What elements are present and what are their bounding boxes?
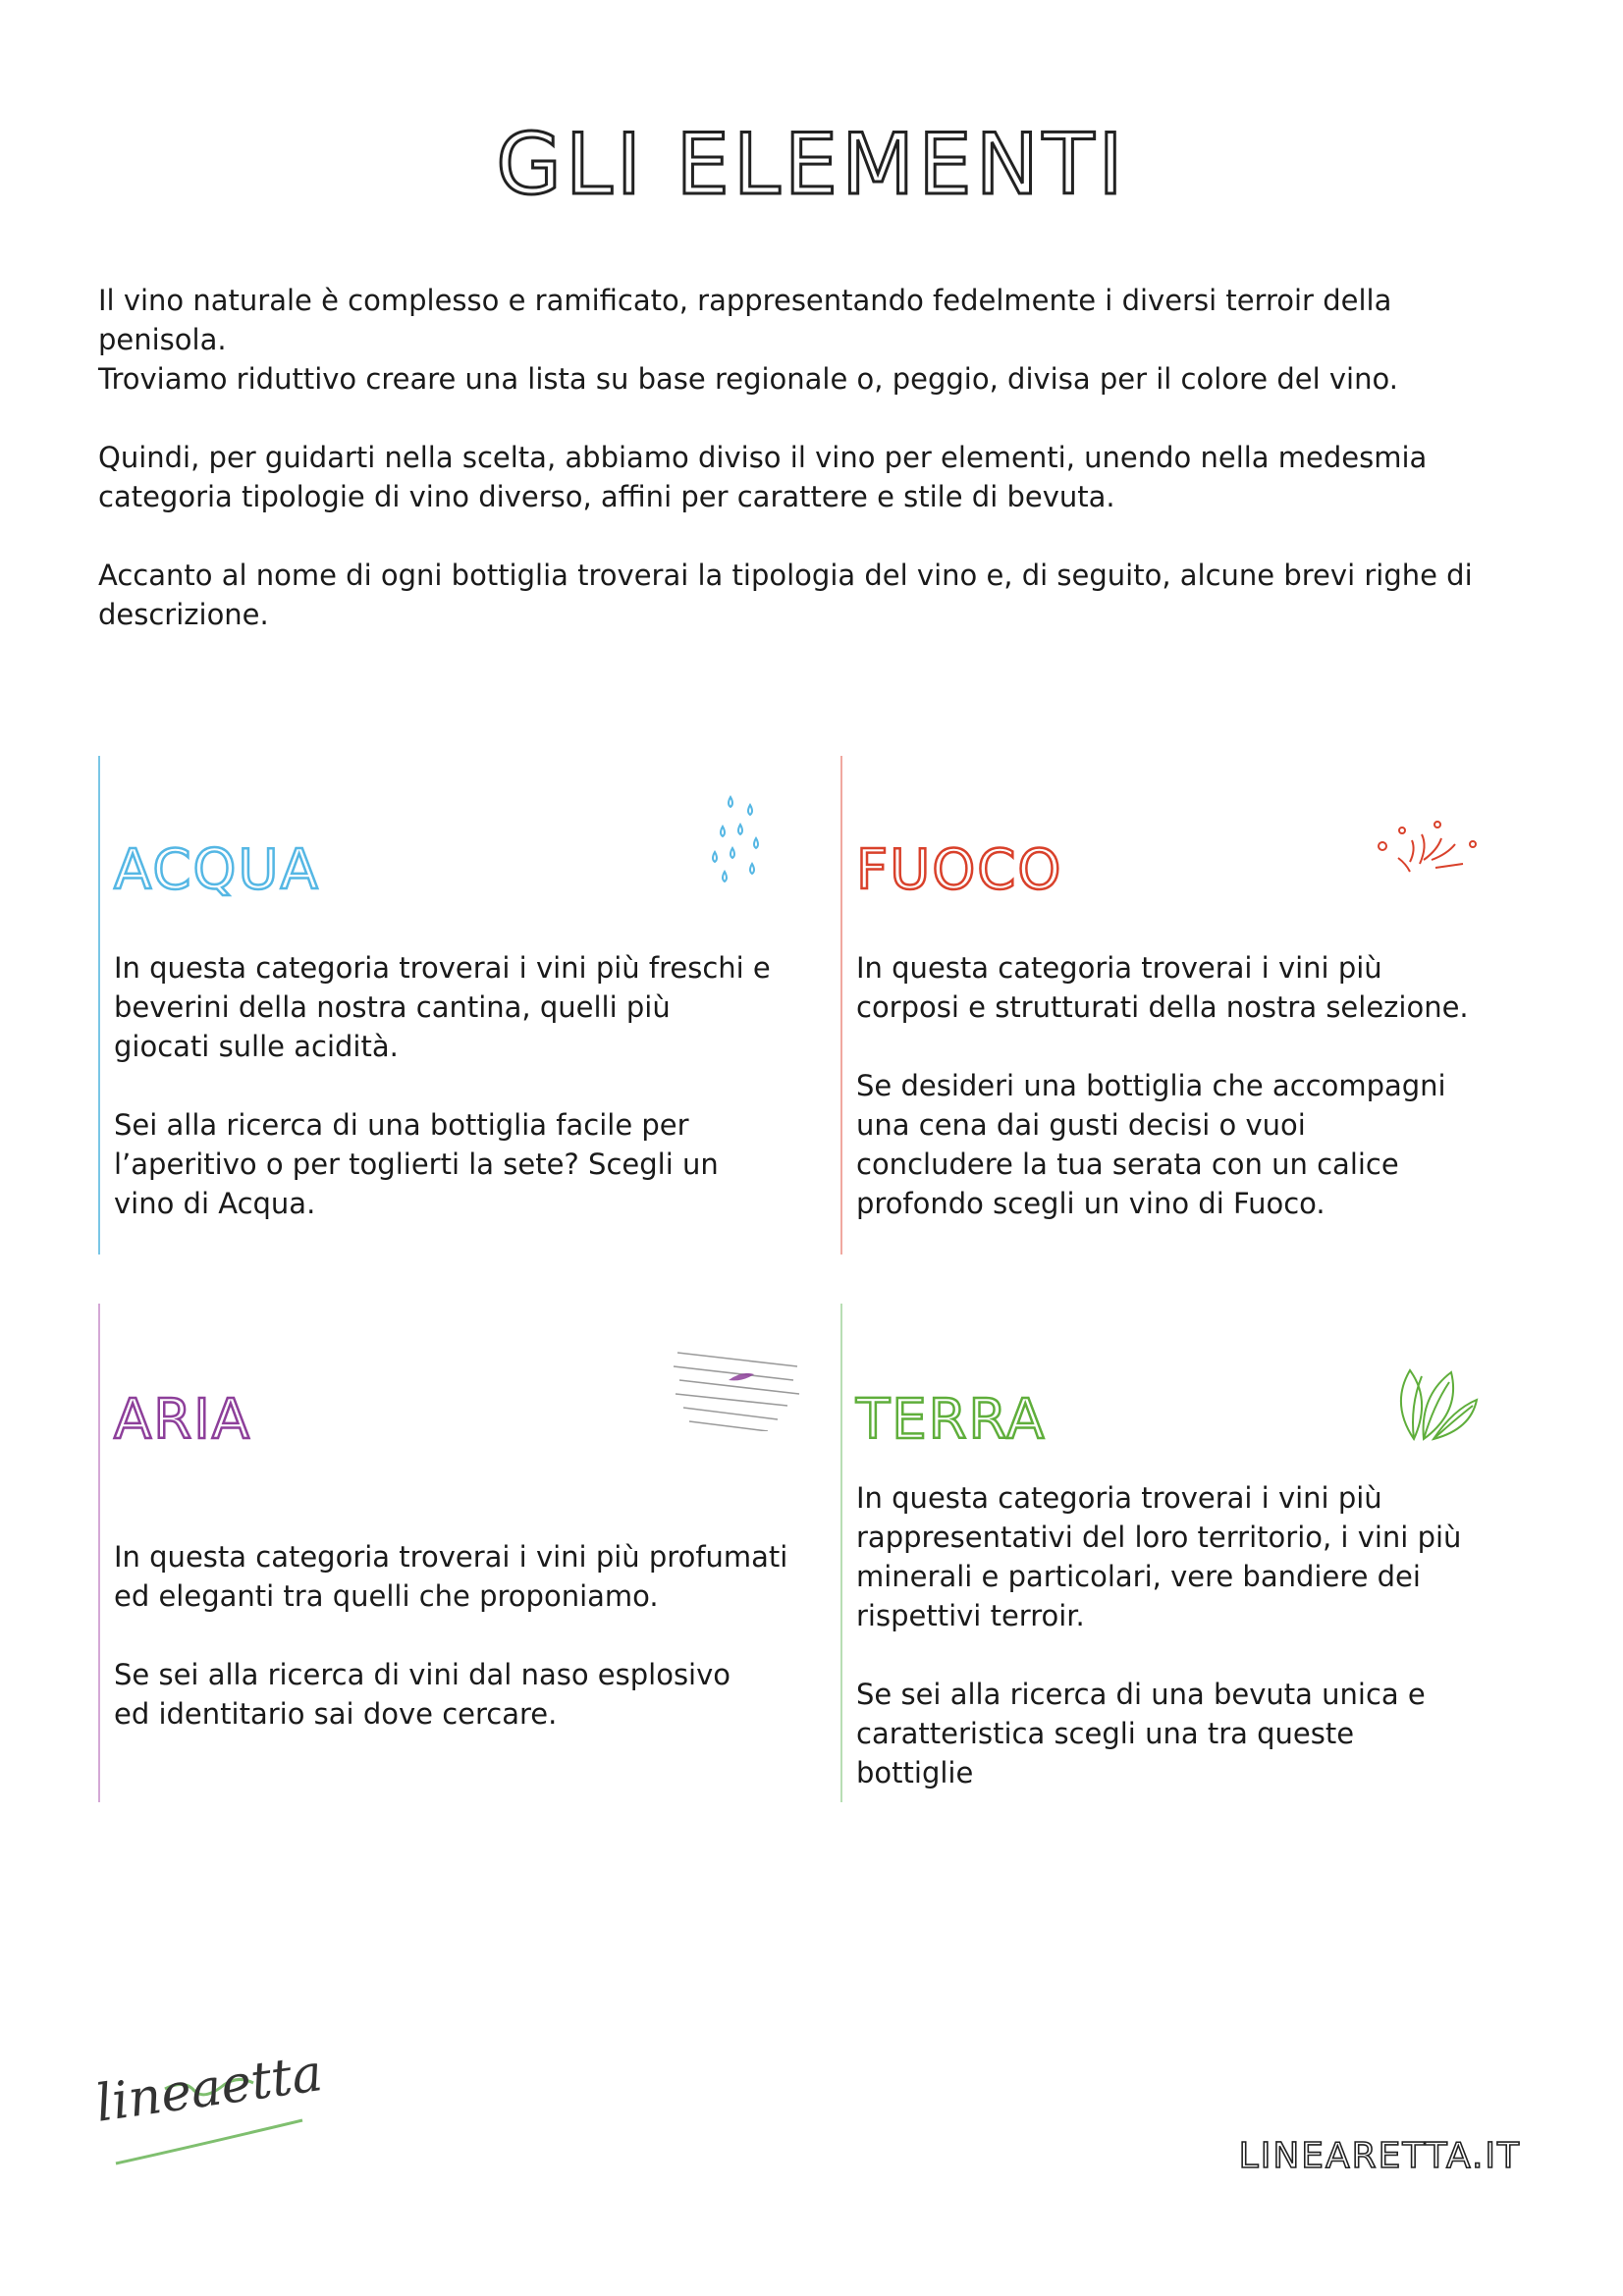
website-url[interactable]: LINEARETTA.IT (1238, 2136, 1521, 2176)
intro-paragraph: Accanto al nome di ogni bottiglia troverai la tipologia del vino e, di seguito, alcune brevi righe di descrizione. (98, 559, 1473, 631)
element-description: In questa categoria troverai i vini più rappresentativi del loro territorio, i vini più minerali e particolari, vere bandiere dei rispettivi terroir. Se sei alla ricerca di una bevuta unica e caratteristica scegli una tra queste bottiglie (856, 1481, 1462, 1789)
leaf-icon (1384, 1355, 1483, 1457)
element-card-terra (840, 1304, 1528, 1802)
intro-paragraph: Quindi, per guidarti nella scelta, abbiamo diviso il vino per elementi, unendo nella medesmia categoria tipologie di vino diverso, affini per carattere e stile di bevuta. (98, 441, 1428, 513)
element-description: In questa categoria troverai i vini più freschi e beverini della nostra cantina, quelli più giocati sulle acidità. Sei alla ricerca di una bottiglia facile per l’aperitivo o per toglierti la sete? Scegli un vino di Acqua. (114, 951, 771, 1220)
element-card-acqua (98, 756, 785, 1255)
intro-text (98, 281, 1532, 673)
intro-paragraph: Il vino naturale è complesso e ramificato, rappresentando fedelmente i diversi terroir della penisola. Troviamo riduttivo creare una lista su base regionale o, peggio, divisa per il colore del vino. (98, 284, 1398, 396)
element-title: ARIA (114, 1388, 252, 1452)
element-title: FUOCO (856, 838, 1063, 902)
page-title: GLI ELEMENTI (496, 116, 1127, 214)
element-card-fuoco (840, 756, 1528, 1255)
element-title: ACQUA (114, 838, 320, 902)
fire-sparks-icon (1369, 815, 1487, 907)
element-description: In questa categoria troverai i vini più profumati ed eleganti tra quelli che proponiamo. Se sei alla ricerca di vini dal naso esplosivo ed identitario sai dove cercare. (114, 1540, 788, 1731)
element-title: TERRA (856, 1388, 1047, 1452)
brand-logo-text: lineaetta (91, 2043, 327, 2134)
water-drops-icon (701, 785, 780, 897)
wind-lines-icon (670, 1343, 807, 1435)
element-card-aria (98, 1304, 788, 1802)
element-description: In questa categoria troverai i vini più corposi e strutturati della nostra selezione. Se desideri una bottiglia che accompagni una cena dai gusti decisi o vuoi concludere la tua serata con un calice profondo scegli un vino di Fuoco. (856, 951, 1469, 1220)
brand-logo (91, 2043, 327, 2183)
